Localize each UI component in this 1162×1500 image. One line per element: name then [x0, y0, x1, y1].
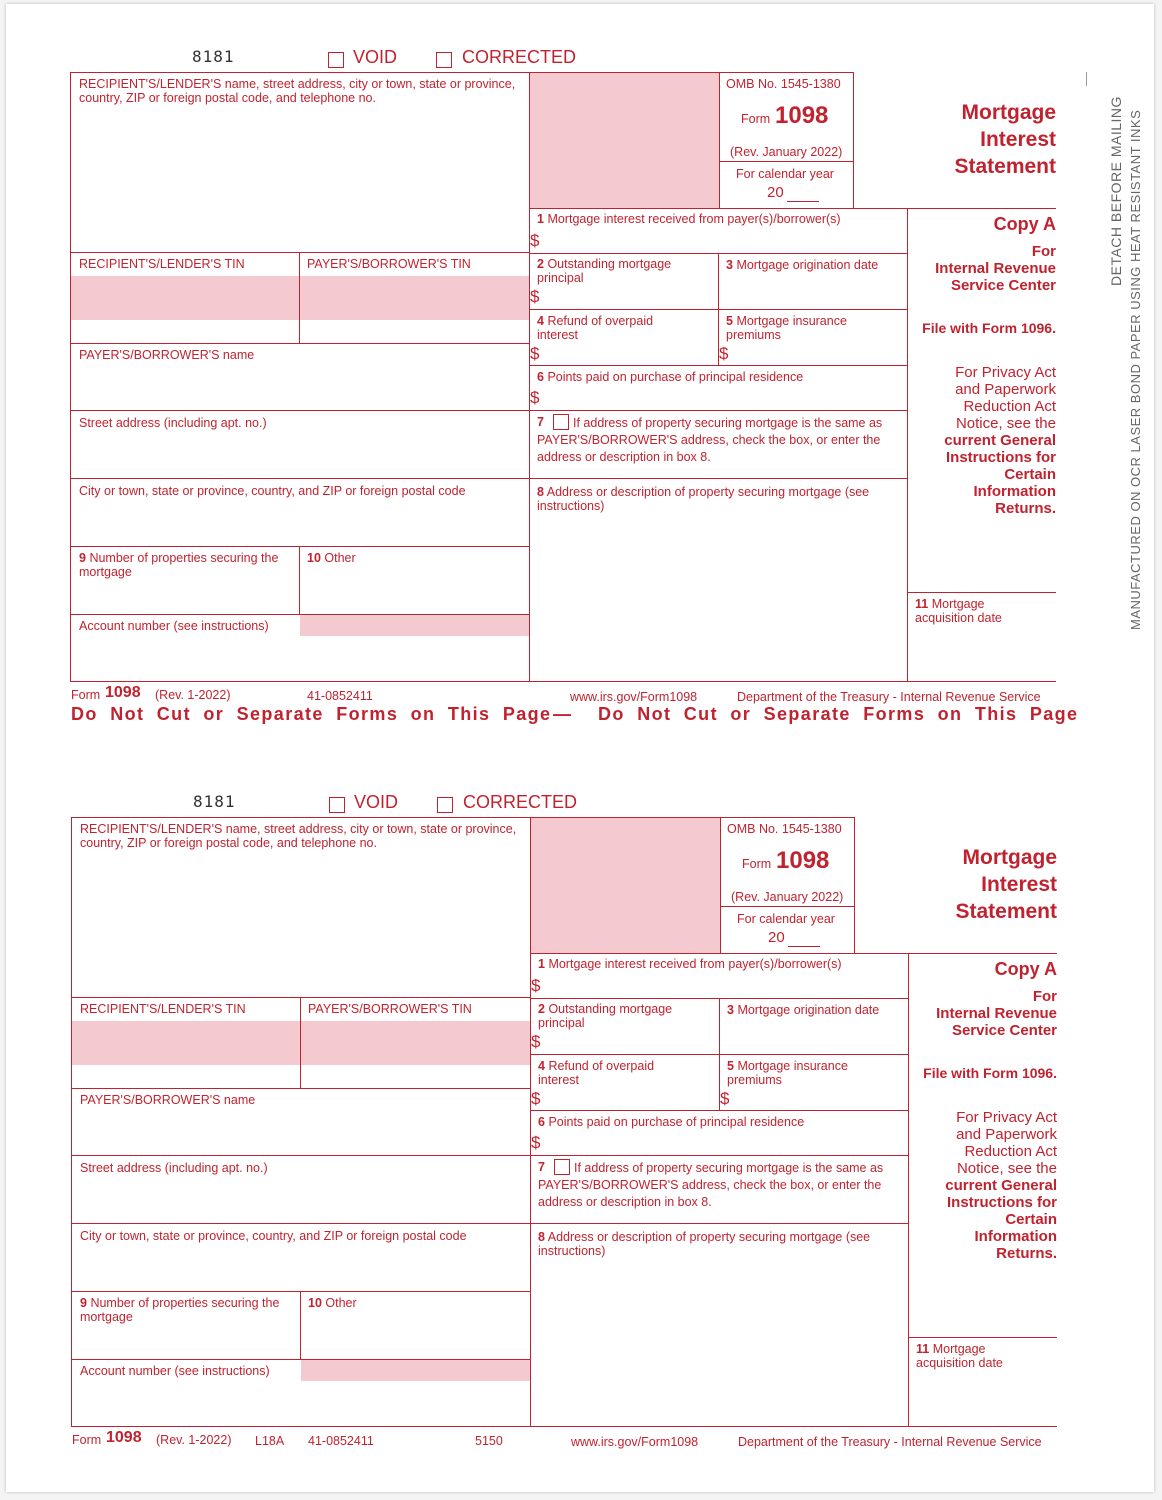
current-line-5: Returns.	[996, 1245, 1057, 1262]
street-label: Street address (including apt. no.)	[80, 1161, 268, 1175]
box1-label: Mortgage interest received from payer(s)/borrower(s)	[548, 957, 842, 971]
detach-notice: DETACH BEFORE MAILING	[1108, 96, 1124, 286]
payer-tin-field[interactable]	[301, 1021, 530, 1065]
calendar-year-label: For calendar year	[736, 167, 834, 181]
box6-dollar: $	[530, 388, 540, 407]
calendar-year-input[interactable]	[787, 201, 819, 202]
box4-dollar: $	[531, 1089, 541, 1108]
account-shaded-field	[300, 615, 529, 636]
recipient-name-label: RECIPIENT'S/LENDER'S name, street address, city or town, state or province, country, ZIP or foreign postal code, and telephone no.	[80, 822, 517, 850]
calendar-year-prefix: 20	[768, 929, 785, 946]
corrected-checkbox[interactable]	[437, 797, 453, 813]
title-line-3: Statement	[954, 155, 1056, 178]
box5-label: Mortgage insurance premiums	[726, 314, 847, 342]
privacy-line-2: and Paperwork	[956, 1126, 1057, 1143]
payer-tin-label: PAYER'S/BORROWER'S TIN	[307, 257, 471, 271]
payer-tin-label: PAYER'S/BORROWER'S TIN	[308, 1002, 472, 1016]
box6-label: Points paid on purchase of principal residence	[548, 1115, 805, 1129]
form-1098: 8181 VOID CORRECTED RECIPIENT'S/LENDER'S name, street address, city or town, state or province, country, ZIP or foreign postal code, and telephone no. RECIPIENT'S/LENDER'S TIN PAYER'S/BORROWER'S TIN PAYER'S/BORROWER'S name Street address (including apt. no.) City or town, state or province, country, and ZIP or foreign postal code 9 Number of properties securing the mortgage 10 Other Account number (see instructions) OMB No. 1545-1380 Form 1098 (Rev. January 2022) For calendar year 20 Mortgage Interest Statement 1 Mortgage interest received from payer(s)/borrower(s) $ 2 Outstanding mortgage principal $ 3 Mortgage origination date 4 Refund of overpaid interest $ 5 Mortgage insurance premiums $ 6 Points paid on purchase of principal residence $ 7 If address of property securing mortgage is the same as PAYER'S/BORROWER'S address, check the box, or enter the address or description in box 8. 8 Address or description of property securing mortgage (see instructions) Copy A For Internal Revenue Service Center File with Form 1096. For Privacy Act and Paperwork Reduction Act Notice, see the current General Instructions for Certain Information Returns. 11 Mortgage acquisition date Form 1098 (Rev. 1-2022) L18A 41-0852411 5150 www.irs.gov/Form1098 Department of the Treasury - Internal Revenue Service	[72, 792, 1057, 1449]
title-line-2: Interest	[981, 873, 1057, 896]
footer-form-number: 1098	[105, 684, 141, 701]
footer-code: 5150	[475, 1434, 503, 1448]
recipient-tin-field[interactable]	[72, 1021, 300, 1065]
for-line-1: For	[1032, 988, 1057, 1005]
for-line-3: Service Center	[950, 277, 1056, 294]
box3-label: Mortgage origination date	[737, 1003, 880, 1017]
payer-name-label: PAYER'S/BORROWER'S name	[80, 1093, 256, 1107]
box4-dollar: $	[530, 344, 540, 363]
void-label: VOID	[354, 792, 399, 812]
box6-dollar: $	[531, 1133, 541, 1152]
corrected-checkbox[interactable]	[436, 52, 452, 68]
calendar-year-prefix: 20	[767, 184, 784, 201]
privacy-line-4: Notice, see the	[955, 415, 1056, 432]
current-line-2: Instructions for	[945, 449, 1056, 466]
payer-name-label: PAYER'S/BORROWER'S name	[79, 348, 255, 362]
form-word: Form	[742, 857, 772, 871]
footer-cat-number: 41-0852411	[308, 1434, 374, 1448]
form-revision: (Rev. January 2022)	[730, 145, 843, 159]
box8-label: Address or description of property securing mortgage (see instructions)	[538, 1230, 871, 1258]
box11-label: Mortgage acquisition date	[916, 1342, 1003, 1370]
for-line-2: Internal Revenue	[936, 1005, 1057, 1022]
current-line-3: Certain	[1005, 1211, 1057, 1228]
privacy-line-2: and Paperwork	[955, 381, 1056, 398]
box2-label: Outstanding mortgage principal	[538, 1002, 673, 1030]
footer-department: Department of the Treasury - Internal Revenue Service	[737, 690, 1041, 704]
footer-form-word: Form	[71, 688, 101, 702]
recipient-name-label: RECIPIENT'S/LENDER'S name, street address, city or town, state or province, country, ZIP or foreign postal code, and telephone no.	[79, 77, 516, 105]
manufactured-notice: MANUFACTURED ON OCR LASER BOND PAPER USING HEAT RESISTANT INKS	[1128, 109, 1143, 630]
box8-label: Address or description of property securing mortgage (see instructions)	[537, 485, 870, 513]
footer-cat-number: 41-0852411	[307, 689, 373, 703]
current-line-3: Certain	[1004, 466, 1056, 483]
payer-tin-field[interactable]	[300, 276, 529, 320]
recipient-tin-label: RECIPIENT'S/LENDER'S TIN	[80, 1002, 246, 1016]
box1-label: Mortgage interest received from payer(s)/borrower(s)	[547, 212, 841, 226]
privacy-line-3: Reduction Act	[963, 398, 1056, 415]
file-with-label: File with Form 1096.	[923, 1065, 1057, 1081]
footer-department: Department of the Treasury - Internal Revenue Service	[738, 1435, 1042, 1449]
corrected-label: CORRECTED	[463, 792, 578, 812]
shaded-box	[530, 73, 719, 208]
box5-dollar: $	[720, 1089, 730, 1108]
street-label: Street address (including apt. no.)	[79, 416, 267, 430]
title-line-1: Mortgage	[961, 101, 1056, 124]
do-not-cut-right: Do Not Cut or Separate Forms on This Page	[598, 704, 1079, 724]
footer-l18a: L18A	[255, 1434, 285, 1448]
current-line-1: current General	[945, 1177, 1057, 1194]
void-label: VOID	[353, 47, 398, 67]
void-checkbox[interactable]	[329, 797, 345, 813]
do-not-cut-left: Do Not Cut or Separate Forms on This Page	[71, 704, 552, 724]
account-shaded-field	[301, 1360, 530, 1381]
do-not-cut-dash: —	[553, 704, 571, 724]
box1-dollar: $	[531, 976, 541, 995]
copy-label: Copy A	[994, 959, 1057, 979]
current-line-5: Returns.	[995, 500, 1056, 517]
box10-label: Other	[324, 551, 356, 565]
box4-label: Refund of overpaid interest	[537, 314, 654, 342]
file-with-label: File with Form 1096.	[922, 320, 1056, 336]
box5-label: Mortgage insurance premiums	[727, 1059, 848, 1087]
corrected-label: CORRECTED	[462, 47, 577, 67]
copy-label: Copy A	[993, 214, 1056, 234]
shaded-box	[531, 818, 720, 953]
title-line-1: Mortgage	[962, 846, 1057, 869]
title-line-3: Statement	[955, 900, 1057, 923]
footer-form-number: 1098	[106, 1429, 142, 1446]
form-number: 1098	[775, 102, 829, 129]
calendar-year-input[interactable]	[788, 946, 820, 947]
account-label: Account number (see instructions)	[80, 1364, 270, 1378]
box11-label: Mortgage acquisition date	[915, 597, 1002, 625]
privacy-line-4: Notice, see the	[956, 1160, 1057, 1177]
current-line-1: current General	[944, 432, 1056, 449]
recipient-tin-label: RECIPIENT'S/LENDER'S TIN	[79, 257, 245, 271]
box4-label: Refund of overpaid interest	[538, 1059, 655, 1087]
form-1098: 8181 VOID CORRECTED RECIPIENT'S/LENDER'S name, street address, city or town, state or province, country, ZIP or foreign postal code, and telephone no. RECIPIENT'S/LENDER'S TIN PAYER'S/BORROWER'S TIN PAYER'S/BORROWER'S name Street address (including apt. no.) City or town, state or province, country, and ZIP or foreign postal code 9 Number of properties securing the mortgage 10 Other Account number (see instructions) OMB No. 1545-1380 Form 1098 (Rev. January 2022) For calendar year 20 Mortgage Interest Statement 1 Mortgage interest received from payer(s)/borrower(s) $ 2 Outstanding mortgage principal $ 3 Mortgage origination date 4 Refund of overpaid interest $ 5 Mortgage insurance premiums $ 6 Points paid on purchase of principal residence $ 7 If address of property securing mortgage is the same as PAYER'S/BORROWER'S address, check the box, or enter the address or description in box 8. 8 Address or description of property securing mortgage (see instructions) Copy A For Internal Revenue Service Center File with Form 1096. For Privacy Act and Paperwork Reduction Act Notice, see the current General Instructions for Certain Information Returns. 11 Mortgage acquisition date Form 1098 (Rev. 1-2022) 41-0852411 www.irs.gov/Form1098 Department of the Treasury - Internal Revenue Service	[71, 47, 1056, 704]
for-line-3: Service Center	[951, 1022, 1057, 1039]
city-label: City or town, state or province, country, and ZIP or foreign postal code	[80, 1229, 467, 1243]
box3-label: Mortgage origination date	[736, 258, 879, 272]
form-revision: (Rev. January 2022)	[731, 890, 844, 904]
footer-revision: (Rev. 1-2022)	[156, 1433, 232, 1447]
box5-dollar: $	[719, 344, 729, 363]
box7-label: If address of property securing mortgage is the same as PAYER'S/BORROWER'S address, check the box, or enter the address or description in box 8.	[537, 416, 883, 464]
box2-dollar: $	[531, 1032, 541, 1051]
footer-url[interactable]: www.irs.gov/Form1098	[571, 1435, 699, 1449]
omb-number: OMB No. 1545-1380	[727, 822, 842, 836]
calendar-year-label: For calendar year	[737, 912, 835, 926]
box9-label: Number of properties securing the mortgage	[79, 551, 279, 579]
footer-revision: (Rev. 1-2022)	[155, 688, 231, 702]
privacy-line-3: Reduction Act	[964, 1143, 1057, 1160]
box2-dollar: $	[530, 287, 540, 306]
privacy-line-1: For Privacy Act	[955, 364, 1056, 381]
omb-number: OMB No. 1545-1380	[726, 77, 841, 91]
current-line-4: Information	[974, 1228, 1057, 1245]
form-code: 8181	[192, 47, 235, 66]
for-line-1: For	[1031, 243, 1056, 260]
current-line-2: Instructions for	[946, 1194, 1057, 1211]
account-label: Account number (see instructions)	[79, 619, 269, 633]
recipient-tin-field[interactable]	[71, 276, 299, 320]
form-number: 1098	[776, 847, 830, 874]
box2-label: Outstanding mortgage principal	[537, 257, 672, 285]
box6-label: Points paid on purchase of principal residence	[547, 370, 804, 384]
city-label: City or town, state or province, country, and ZIP or foreign postal code	[79, 484, 466, 498]
void-checkbox[interactable]	[328, 52, 344, 68]
privacy-line-1: For Privacy Act	[956, 1109, 1057, 1126]
form-code: 8181	[193, 792, 236, 811]
footer-form-word: Form	[72, 1433, 102, 1447]
footer-url[interactable]: www.irs.gov/Form1098	[570, 690, 698, 704]
current-line-4: Information	[973, 483, 1056, 500]
box9-label: Number of properties securing the mortgage	[80, 1296, 280, 1324]
box10-label: Other	[325, 1296, 357, 1310]
box7-label: If address of property securing mortgage is the same as PAYER'S/BORROWER'S address, check the box, or enter the address or description in box 8.	[538, 1161, 884, 1209]
for-line-2: Internal Revenue	[935, 260, 1056, 277]
box1-dollar: $	[530, 231, 540, 250]
title-line-2: Interest	[980, 128, 1056, 151]
form-word: Form	[741, 112, 771, 126]
